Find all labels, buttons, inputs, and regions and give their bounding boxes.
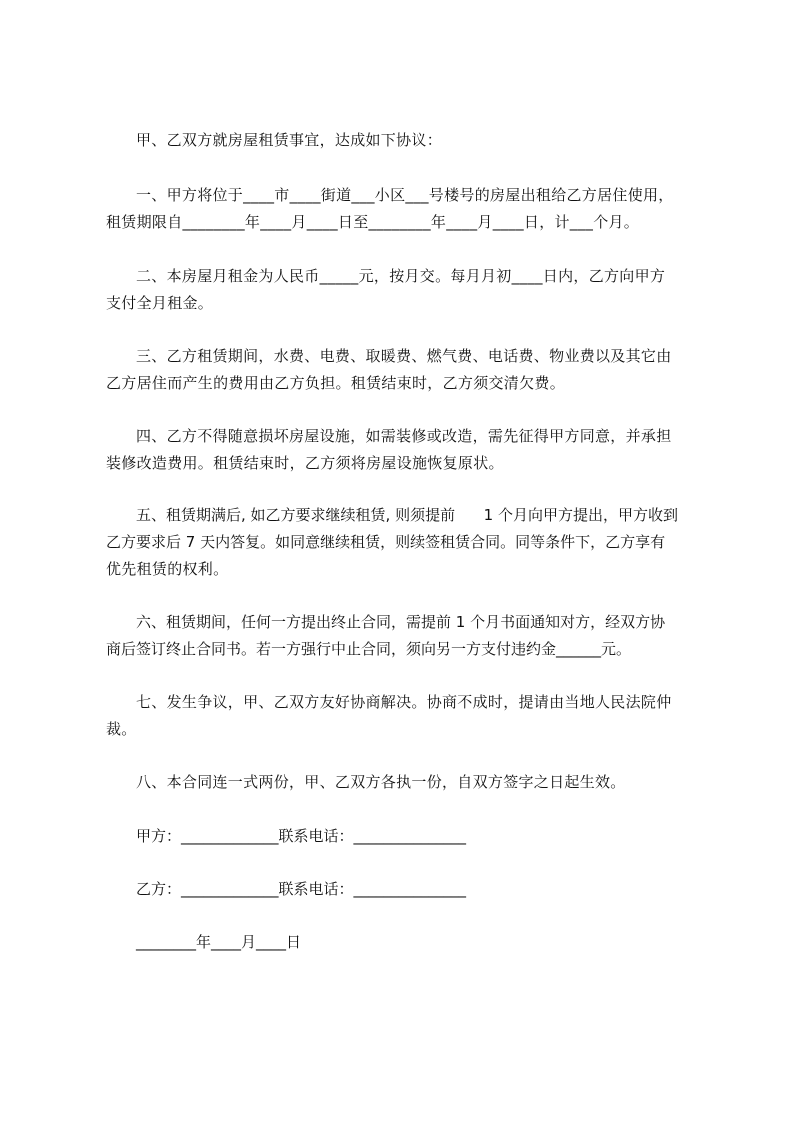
intro-text: 甲、乙双方就房屋租赁事宜，达成如下协议：: [136, 131, 443, 149]
clause-5-line-2: 乙方要求后 7 天内答复。如同意继续租赁，则续签租赁合同。同等条件下，乙方享有: [106, 533, 666, 551]
clause-3-line-2: 乙方居住而产生的费用由乙方负担。租赁结束时，乙方须交清欠费。: [106, 374, 566, 392]
clause-7-line-2: 裁。: [106, 720, 137, 738]
signature-party-b: 乙方：_____________联系电话：_______________: [136, 880, 467, 898]
signature-party-a: 甲方：_____________联系电话：_______________: [136, 827, 467, 845]
clause-2-line-1: 二、本房屋月租金为人民币_____元，按月交。每月月初____日内，乙方向甲方: [136, 267, 666, 285]
clause-4-line-2: 装修改造费用。租赁结束时，乙方须将房屋设施恢复原状。: [106, 454, 504, 472]
clause-6-line-1: 六、租赁期间，任何一方提出终止合同，需提前 1 个月书面通知对方，经双方协: [136, 613, 666, 631]
clause-2-line-2: 支付全月租金。: [106, 294, 214, 312]
clause-8-line-1: 八、本合同连一式两份，甲、乙双方各执一份，自双方签字之日起生效。: [136, 773, 626, 791]
clause-5-line-1: 五、租赁期满后, 如乙方要求继续租赁, 则须提前 1 个月向甲方提出，甲方收到: [136, 506, 678, 524]
clause-1-line-2: 租赁期限自________年____月____日至________年____月____日，计___个月。: [106, 213, 640, 231]
clause-5-line-3: 优先租赁的权利。: [106, 560, 229, 578]
clause-1-line-1: 一、甲方将位于____市____街道___小区___号楼号的房屋出租给乙方居住使用，: [136, 186, 674, 204]
clause-6-line-2: 商后签订终止合同书。若一方强行中止合同，须向另一方支付违约金______元。: [106, 640, 632, 658]
clause-3-line-1: 三、乙方租赁期间，水费、电费、取暖费、燃气费、电话费、物业费以及其它由: [136, 347, 672, 365]
clause-7-line-1: 七、发生争议，甲、乙双方友好协商解决。协商不成时，提请由当地人民法院仲: [136, 693, 672, 711]
clause-4-line-1: 四、乙方不得随意损坏房屋设施，如需装修或改造，需先征得甲方同意，并承担: [136, 427, 672, 445]
signature-date: ________年____月____日: [136, 933, 302, 951]
